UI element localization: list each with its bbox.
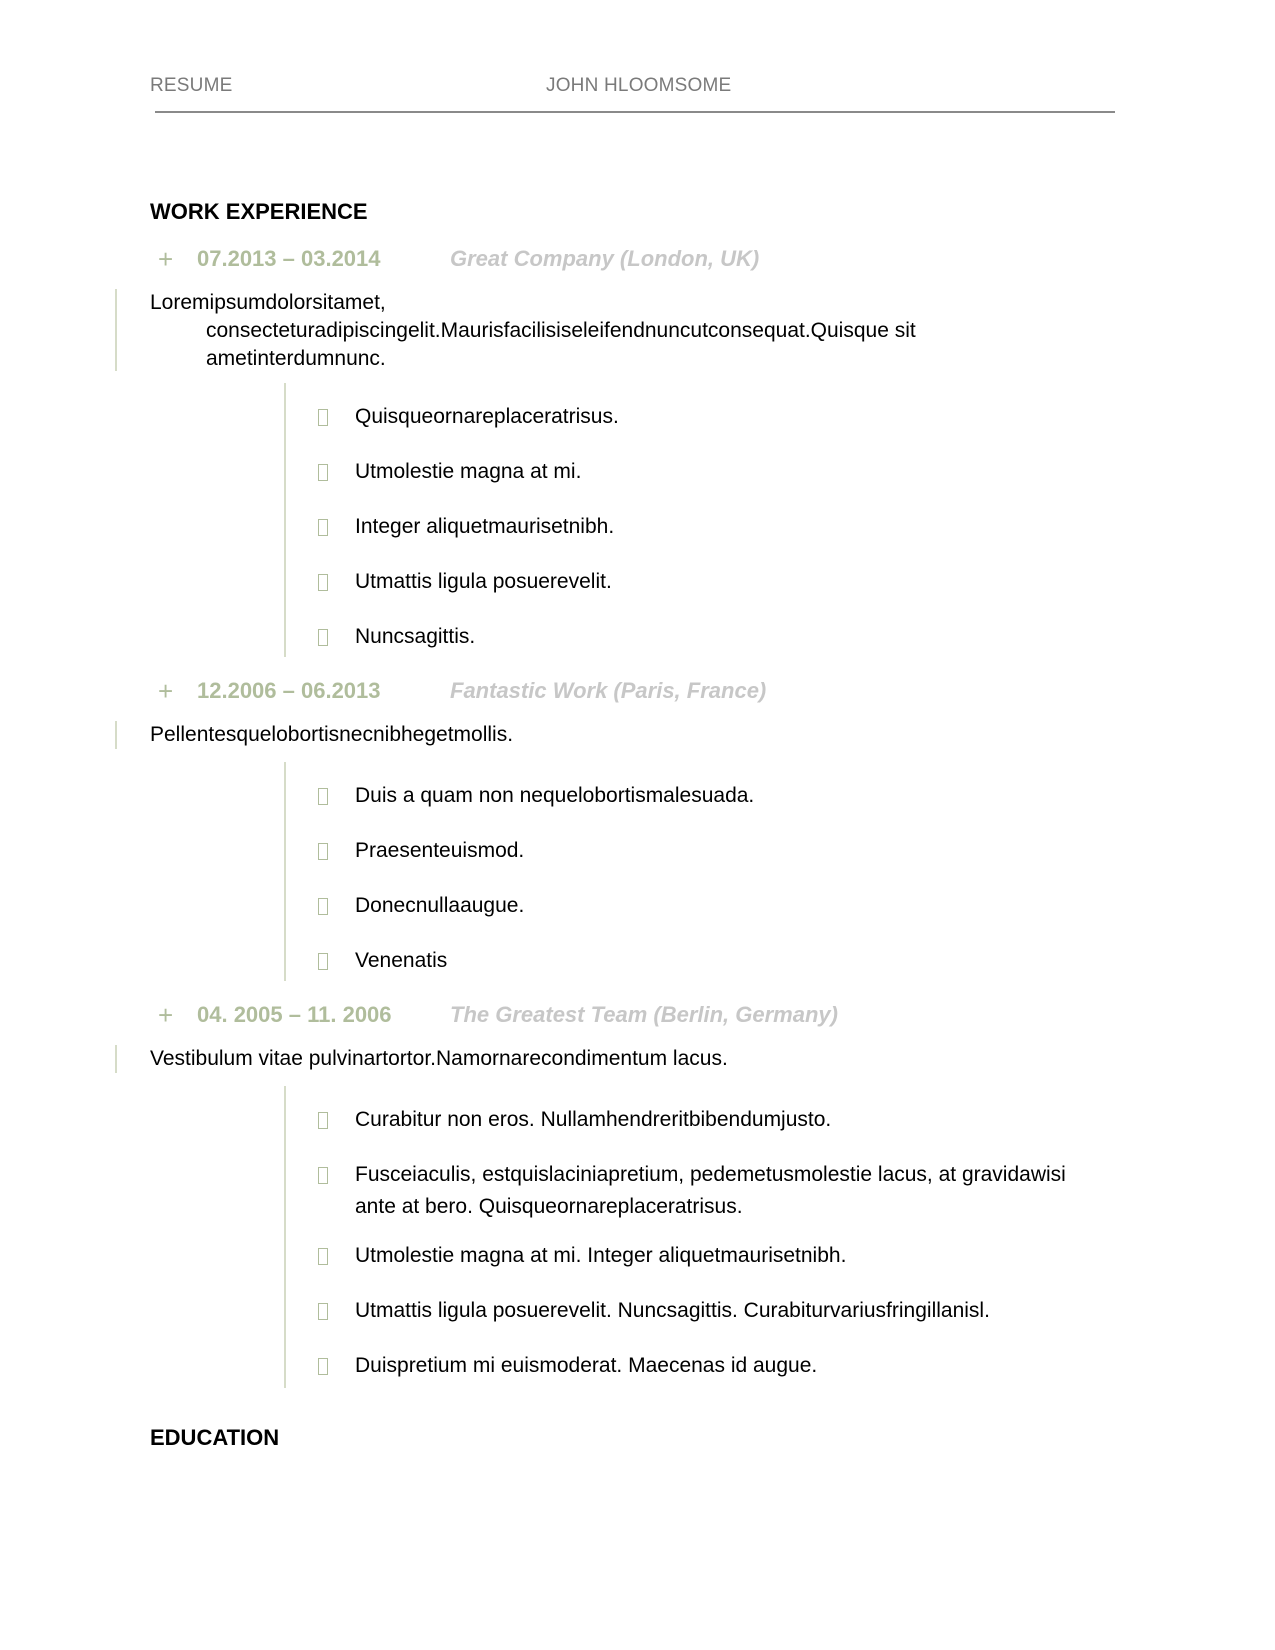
job-summary-line: Loremipsumdolorsitamet, <box>150 291 386 314</box>
summary-accent-bar <box>115 1045 117 1073</box>
list-item: Utmattis ligula posuerevelit. <box>318 566 1078 598</box>
square-bullet-icon <box>318 953 328 970</box>
work-experience-heading: WORK EXPERIENCE <box>150 199 368 224</box>
bullet-list-accent-bar <box>284 762 286 981</box>
summary-accent-bar <box>115 289 117 371</box>
bullet-list-accent-bar <box>284 383 286 657</box>
job-dates: 12.2006 – 06.2013 <box>197 678 381 703</box>
square-bullet-icon <box>318 1303 328 1320</box>
job-summary-line: consecteturadipiscingelit.Maurisfacilisiseleifendnuncutconsequat.Quisque sit ametinterdumnunc. <box>206 319 916 370</box>
plus-icon: + <box>158 244 174 274</box>
list-item: Donecnullaaugue. <box>318 890 1078 922</box>
job-company: The Greatest Team (Berlin, Germany) <box>450 1002 838 1027</box>
square-bullet-icon <box>318 1167 328 1184</box>
job-company: Fantastic Work (Paris, France) <box>450 678 767 703</box>
education-heading: EDUCATION <box>150 1425 280 1450</box>
square-bullet-icon <box>318 1112 328 1129</box>
list-item: Nuncsagittis. <box>318 621 1078 653</box>
job-dates: 07.2013 – 03.2014 <box>197 246 381 271</box>
job-summary-line: Pellentesquelobortisnecnibhegetmollis. <box>150 723 514 746</box>
job-header-2 <box>150 678 1050 708</box>
plus-icon: + <box>158 676 174 706</box>
square-bullet-icon <box>318 1248 328 1265</box>
list-item: Fusceiaculis, estquislaciniapretium, pedemetusmolestie lacus, at gravidawisi ante at bero. Quisqueornareplaceratrisus. <box>318 1159 1078 1223</box>
job-summary <box>150 289 1010 373</box>
square-bullet-icon <box>318 409 328 426</box>
summary-accent-bar <box>115 721 117 749</box>
square-bullet-icon <box>318 629 328 646</box>
candidate-name: JOHN HLOOMSOME <box>546 75 732 96</box>
square-bullet-icon <box>318 574 328 591</box>
bullet-list-accent-bar <box>284 1086 286 1388</box>
square-bullet-icon <box>318 843 328 860</box>
resume-label: RESUME <box>150 75 233 96</box>
header-divider <box>155 111 1115 113</box>
list-item: Curabitur non eros. Nullamhendreritbibendumjusto. <box>318 1104 1078 1136</box>
square-bullet-icon <box>318 464 328 481</box>
list-item: Venenatis <box>318 945 1078 977</box>
square-bullet-icon <box>318 1358 328 1375</box>
job-header-1 <box>150 246 1050 276</box>
job-dates: 04. 2005 – 11. 2006 <box>197 1002 392 1027</box>
square-bullet-icon <box>318 898 328 915</box>
job-company: Great Company (London, UK) <box>450 246 760 271</box>
job-summary-line: Vestibulum vitae pulvinartortor.Namornarecondimentum lacus. <box>150 1047 728 1070</box>
list-item: Quisqueornareplaceratrisus. <box>318 401 1078 433</box>
square-bullet-icon <box>318 519 328 536</box>
list-item: Praesenteuismod. <box>318 835 1078 867</box>
plus-icon: + <box>158 1000 174 1030</box>
list-item: Utmolestie magna at mi. Integer aliquetmaurisetnibh. <box>318 1240 1078 1272</box>
square-bullet-icon <box>318 788 328 805</box>
list-item: Utmolestie magna at mi. <box>318 456 1078 488</box>
job-header-3 <box>150 1002 1050 1032</box>
job-summary <box>150 1045 1010 1073</box>
job-summary <box>150 721 1010 749</box>
list-item: Utmattis ligula posuerevelit. Nuncsagittis. Curabiturvariusfringillanisl. <box>318 1295 1078 1327</box>
list-item: Duis a quam non nequelobortismalesuada. <box>318 780 1078 812</box>
list-item: Integer aliquetmaurisetnibh. <box>318 511 1078 543</box>
list-item: Duispretium mi euismoderat. Maecenas id augue. <box>318 1350 1078 1382</box>
